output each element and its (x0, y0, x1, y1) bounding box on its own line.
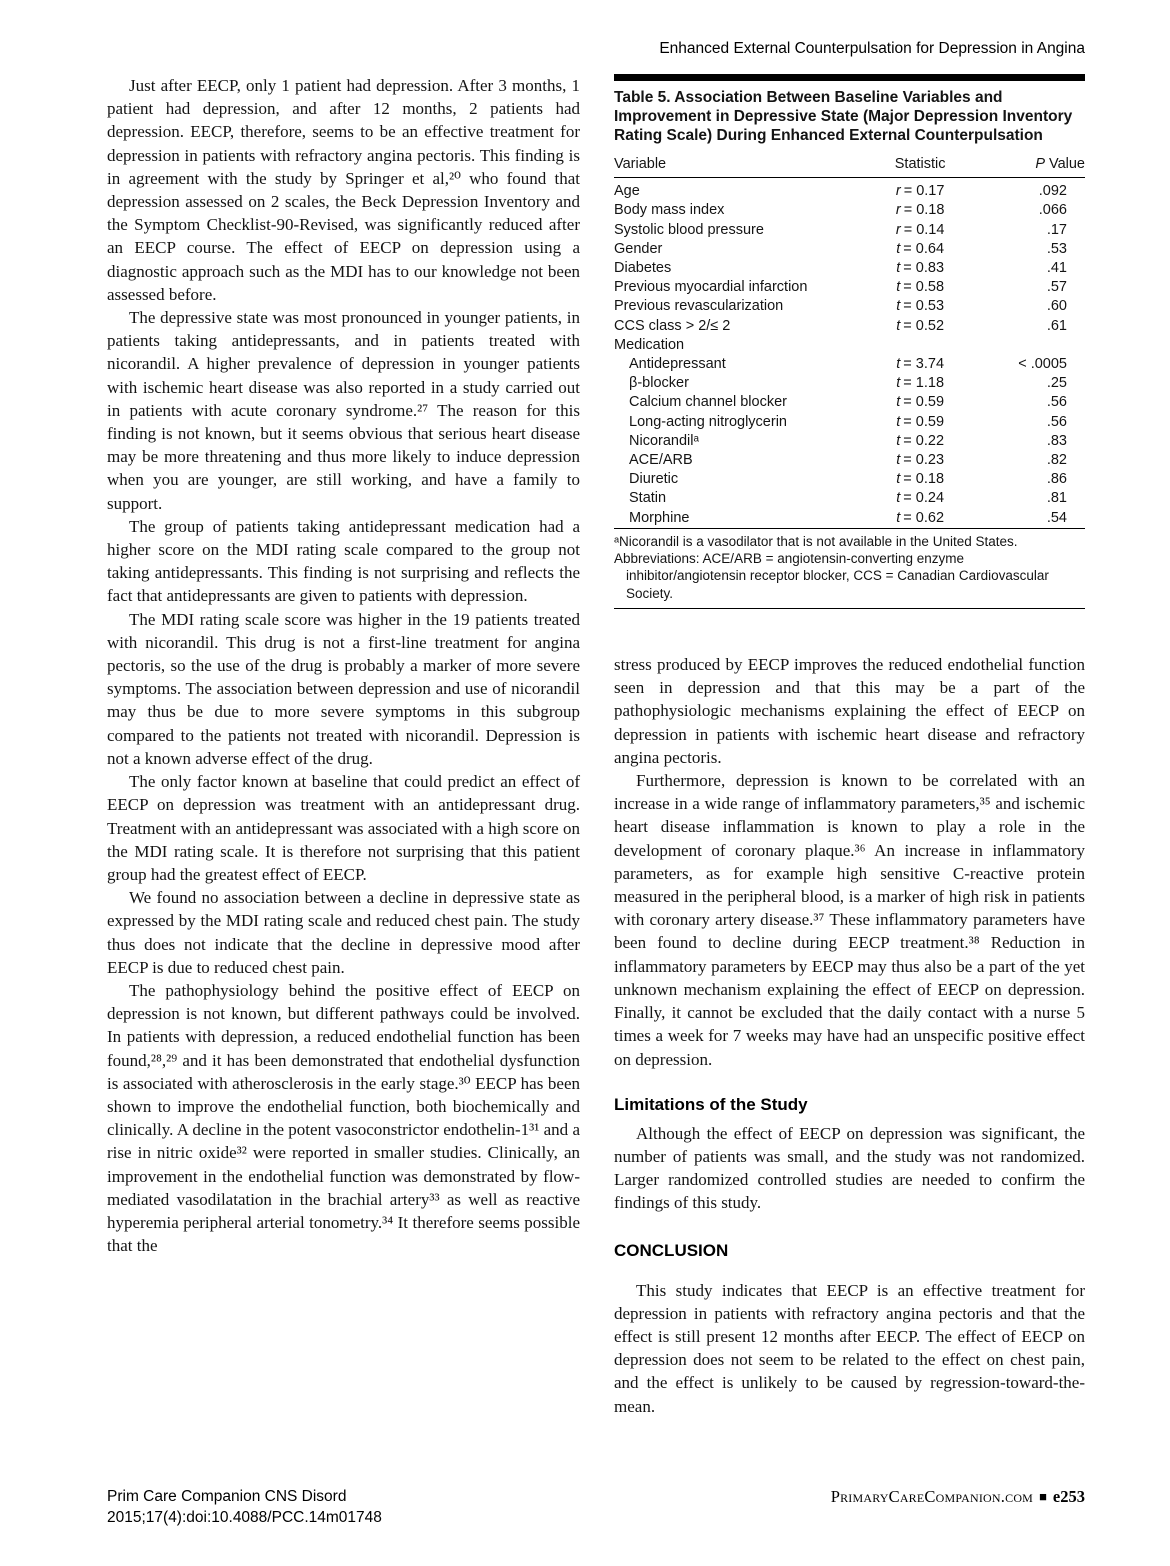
body-paragraph: Furthermore, depression is known to be correlated with an increase in a wide range of inflammatory parameters,³⁵ and ischemic heart disease inflammation is known to play a role in the development of coronary plaque.³⁶ An increase in inflammatory parameters, as for example high sensitive C-reactive protein measured in the peripheral blood, is a marker of high risk in patients with coronary artery disease.³⁷ These inflammatory parameters have been found to decline during EECP treatment.³⁸ Reduction in inflammatory parameters by EECP may thus also be a part of the yet unknown mechanism explaining the effect of EECP on depression. Finally, it cannot be excluded that the daily contact with a nurse 5 times a week for 7 weeks may have had an unspecific positive effect on depression. (614, 771, 1085, 1069)
statistic-letter: t (896, 413, 901, 430)
statistic-cell (859, 201, 981, 220)
p-value-cell: .25 (1046, 375, 1067, 392)
statistic-letter: r (895, 183, 901, 200)
p-value-cell: .53 (1046, 240, 1067, 257)
p-value-cell: .56 (1046, 413, 1067, 430)
variable-cell: Antidepressant (629, 356, 726, 373)
baseline-variables-table (614, 152, 1085, 528)
body-paragraph: Although the effect of EECP on depression was significant, the number of patients was small, and the study was not randomized. Larger randomized controlled studies are needed to confirm the findings of this study. (614, 1123, 1085, 1213)
body-paragraph: The group of patients taking antidepressant medication had a higher score on the MDI rating scale compared to the group not taking antidepressants. This finding is not surprising and reflects the fact that antidepressants are given to patients with depression. (107, 516, 580, 606)
column-header-statistic: Statistic (859, 152, 981, 178)
table-5 (614, 88, 1085, 609)
table-row (614, 432, 1085, 451)
variable-cell: CCS class > 2/≤ 2 (614, 317, 731, 334)
statistic-letter: t (896, 260, 901, 277)
left-column (107, 74, 580, 1418)
variable-cell: Systolic blood pressure (614, 221, 764, 238)
statistic-cell (859, 489, 981, 508)
statistic-cell (859, 470, 981, 489)
variable-cell: Calcium channel blocker (629, 394, 787, 411)
statistic-letter: t (896, 279, 901, 296)
variable-cell: Age (614, 183, 640, 200)
p-value-cell: .54 (1046, 509, 1067, 526)
statistic-value: = 0.18 (903, 202, 945, 219)
journal-website: PrimaryCareCompanion.com (830, 1487, 1034, 1506)
page-number: e253 (1052, 1487, 1085, 1506)
table-row (614, 240, 1085, 259)
page-footer (107, 1486, 1085, 1528)
statistic-value: = 0.62 (903, 509, 945, 526)
statistic-value: = 0.58 (903, 279, 945, 296)
p-value-cell: .83 (1046, 432, 1067, 449)
statistic-letter: t (896, 317, 901, 334)
body-paragraph: This study indicates that EECP is an effective treatment for depression in patients with refractory angina pectoris and that the effect is still present 12 months after EECP. The effect of EECP on depression does not seem to be related to the effect on chest pain, and the effect is unlikely to be caused by regression-toward-the-mean. (614, 1280, 1085, 1416)
table-row (614, 374, 1085, 393)
statistic-value: = 0.18 (903, 471, 945, 488)
footer-journal-info (107, 1486, 382, 1528)
table-footnotes (614, 529, 1085, 608)
statistic-value: = 0.64 (903, 240, 945, 257)
body-paragraph: The only factor known at baseline that could predict an effect of EECP on depression was treatment with an antidepressant drug. Treatment with an antidepressant was associated with a high score on the MDI rating scale. It is therefore not surprising that this patient group had the greatest effect of EECP. (107, 772, 580, 884)
statistic-cell (859, 221, 981, 240)
statistic-value: = 0.23 (903, 452, 945, 469)
statistic-cell (859, 374, 981, 393)
p-value-cell: .86 (1046, 471, 1067, 488)
body-paragraph: Just after EECP, only 1 patient had depression. After 3 months, 1 patient had depression, and after 12 months, 2 patients had depression. EECP, therefore, seems to be an effective treatment for depression in patients with refractory angina pectoris. This finding is in agreement with the study by Springer et al,²⁰ who found that depression assessed on 2 scales, the Beck Depression Inventory and the Symptom Checklist-90-Revised, was significantly reduced after an EECP course. The effect of EECP on depression using a diagnostic approach such as the MDI has to our knowledge not been assessed before. (107, 76, 580, 304)
statistic-cell (859, 178, 981, 202)
p-value-cell: .81 (1046, 490, 1067, 507)
body-paragraph: The depressive state was most pronounced in younger patients, in patients taking antidepressants, and in patients treated with nicorandil. A higher prevalence of depression in younger patients with ischemic heart disease was also reported in a study carried out in patients with acute coronary syndrome.²⁷ The reason for this finding is not known, but it seems obvious that serious heart disease may be more threatening and thus more likely to induce depression when you are younger, are still working, and have a family to support. (107, 308, 580, 513)
statistic-letter: t (896, 509, 901, 526)
statistic-letter: t (896, 240, 901, 257)
table-row (614, 413, 1085, 432)
body-paragraph: The MDI rating scale score was higher in the 19 patients treated with nicorandil. This drug is not a first-line treatment for angina pectoris, so the use of the drug is probably a marker of more severe symptoms. The association between depression and use of nicorandil may thus be due to more severe symptoms in this subgroup compared to the patients not treated with nicorandil. Depression is not a known adverse effect of the drug. (107, 609, 580, 768)
p-value-cell: .17 (1046, 221, 1067, 238)
statistic-letter: t (896, 490, 901, 507)
statistic-letter: t (896, 375, 901, 392)
p-value-cell: .82 (1046, 452, 1067, 469)
table-rule (614, 608, 1085, 609)
running-head: Enhanced External Counterpulsation for Depression in Angina (659, 40, 1085, 57)
limitations-heading: Limitations of the Study (614, 1094, 808, 1114)
statistic-cell (859, 240, 981, 259)
table-row (614, 336, 1085, 355)
p-value-cell: .60 (1046, 298, 1067, 315)
variable-cell: Diuretic (629, 471, 679, 488)
statistic-letter: t (896, 394, 901, 411)
table-row (614, 297, 1085, 316)
table-row (614, 355, 1085, 374)
variable-cell: ACE/ARB (629, 452, 693, 469)
abbreviations-note: Abbreviations: ACE/ARB = angiotensin-converting enzyme inhibitor/angiotensin receptor blocker, CCS = Canadian Cardiovascular Society. (614, 551, 1049, 601)
conclusion-heading: CONCLUSION (614, 1240, 729, 1260)
variable-cell: β-blocker (629, 375, 689, 392)
statistic-cell (859, 393, 981, 412)
table-row (614, 393, 1085, 412)
statistic-value: = 0.24 (903, 490, 945, 507)
citation-doi: 2015;17(4):doi:10.4088/PCC.14m01748 (107, 1509, 382, 1526)
statistic-letter: r (895, 202, 901, 219)
statistic-value: = 0.22 (903, 432, 945, 449)
p-value-cell: .61 (1046, 317, 1067, 334)
variable-cell: Diabetes (614, 260, 672, 277)
column-header-p-value (981, 152, 1085, 178)
statistic-cell (859, 259, 981, 278)
variable-cell: Gender (614, 240, 663, 257)
table-row (614, 221, 1085, 240)
right-column (614, 74, 1085, 1418)
variable-cell: Long-acting nitroglycerin (629, 413, 787, 430)
p-italic: P (1035, 156, 1045, 172)
variable-cell: Medication (614, 336, 685, 353)
p-value-cell: .092 (1038, 183, 1067, 200)
statistic-value: = 0.59 (903, 413, 945, 430)
statistic-value: = 0.14 (903, 221, 945, 238)
p-value-cell: .066 (1038, 202, 1067, 219)
p-rest: Value (1048, 156, 1085, 172)
p-value-cell: .57 (1046, 279, 1067, 296)
statistic-letter: t (896, 432, 901, 449)
statistic-letter: t (896, 471, 901, 488)
statistic-letter: t (896, 356, 901, 373)
statistic-cell (859, 278, 981, 297)
body-paragraph: stress produced by EECP improves the reduced endothelial function seen in depression and that this may be a part of the pathophysiologic mechanisms explaining the effect of EECP on depression in patients with ischemic heart disease and refractory angina pectoris. (614, 655, 1085, 767)
table-header-row (614, 152, 1085, 178)
statistic-letter: t (896, 298, 901, 315)
table-row (614, 451, 1085, 470)
variable-cell: Body mass index (614, 202, 725, 219)
table-title: Table 5. Association Between Baseline Variables and Improvement in Depressive State (Major Depression Inventory Rating Scale) During Enhanced External Counterpulsation (614, 89, 1073, 144)
table-row (614, 317, 1085, 336)
statistic-value: = 0.17 (903, 183, 945, 200)
table-row (614, 509, 1085, 528)
statistic-cell (859, 355, 981, 374)
two-column-layout (107, 74, 1085, 1418)
variable-cell: Nicorandilᵃ (629, 432, 699, 449)
statistic-value: = 3.74 (903, 356, 945, 373)
table-row (614, 259, 1085, 278)
variable-cell: Morphine (629, 509, 690, 526)
statistic-cell (859, 432, 981, 451)
variable-cell: Statin (629, 490, 667, 507)
p-value-cell: < .0005 (1018, 356, 1067, 373)
statistic-value: = 1.18 (903, 375, 945, 392)
table-row (614, 201, 1085, 220)
statistic-value: = 0.83 (903, 260, 945, 277)
statistic-cell (859, 413, 981, 432)
statistic-value: = 0.52 (903, 317, 945, 334)
body-paragraph: The pathophysiology behind the positive effect of EECP on depression is not known, but different pathways could be involved. In patients with depression, a reduced endothelial function has been found,²⁸,²⁹ and it has been demonstrated that endothelial dysfunction is associated with atherosclerosis in the early stage.³⁰ EECP has been shown to improve the endothelial function, both biochemically and clinically. A decline in the potent vasoconstrictor endothelin-1³¹ and a rise in nitric oxide³² were reported in smaller studies. Clinically, an improvement in the endothelial function was demonstrated by flow-mediated vasodilatation in the brachial artery³³ as well as reactive hyperemia peripheral arterial tonometry.³⁴ It therefore seems possible that the (107, 980, 580, 1256)
table-row (614, 470, 1085, 489)
section-divider-bar (614, 74, 1085, 81)
square-separator-icon: ■ (1039, 1489, 1047, 1504)
body-paragraph: We found no association between a decline in depressive state as expressed by the MDI rating scale and reduced chest pain. The study thus does not indicate that the decline in depressive mood after EECP is due to reduced chest pain. (107, 888, 580, 977)
statistic-value: = 0.59 (903, 394, 945, 411)
table-row (614, 489, 1085, 508)
footnote-a: ᵃNicorandil is a vasodilator that is not available in the United States. (614, 533, 1018, 549)
statistic-cell (859, 297, 981, 316)
statistic-cell (859, 336, 981, 355)
statistic-cell (859, 451, 981, 470)
p-value-cell: .56 (1046, 394, 1067, 411)
p-value-cell (981, 336, 1085, 355)
statistic-value: = 0.53 (903, 298, 945, 315)
journal-name: Prim Care Companion CNS Disord (107, 1488, 347, 1505)
table-row (614, 278, 1085, 297)
footer-site-page (831, 1486, 1085, 1507)
statistic-letter: r (895, 221, 901, 238)
p-value-cell: .41 (1046, 260, 1067, 277)
variable-cell: Previous revascularization (614, 298, 784, 315)
variable-cell: Previous myocardial infarction (614, 279, 808, 296)
statistic-cell (859, 317, 981, 336)
statistic-letter: t (896, 452, 901, 469)
column-header-variable: Variable (614, 152, 859, 178)
statistic-cell (859, 509, 981, 528)
table-row (614, 178, 1085, 202)
